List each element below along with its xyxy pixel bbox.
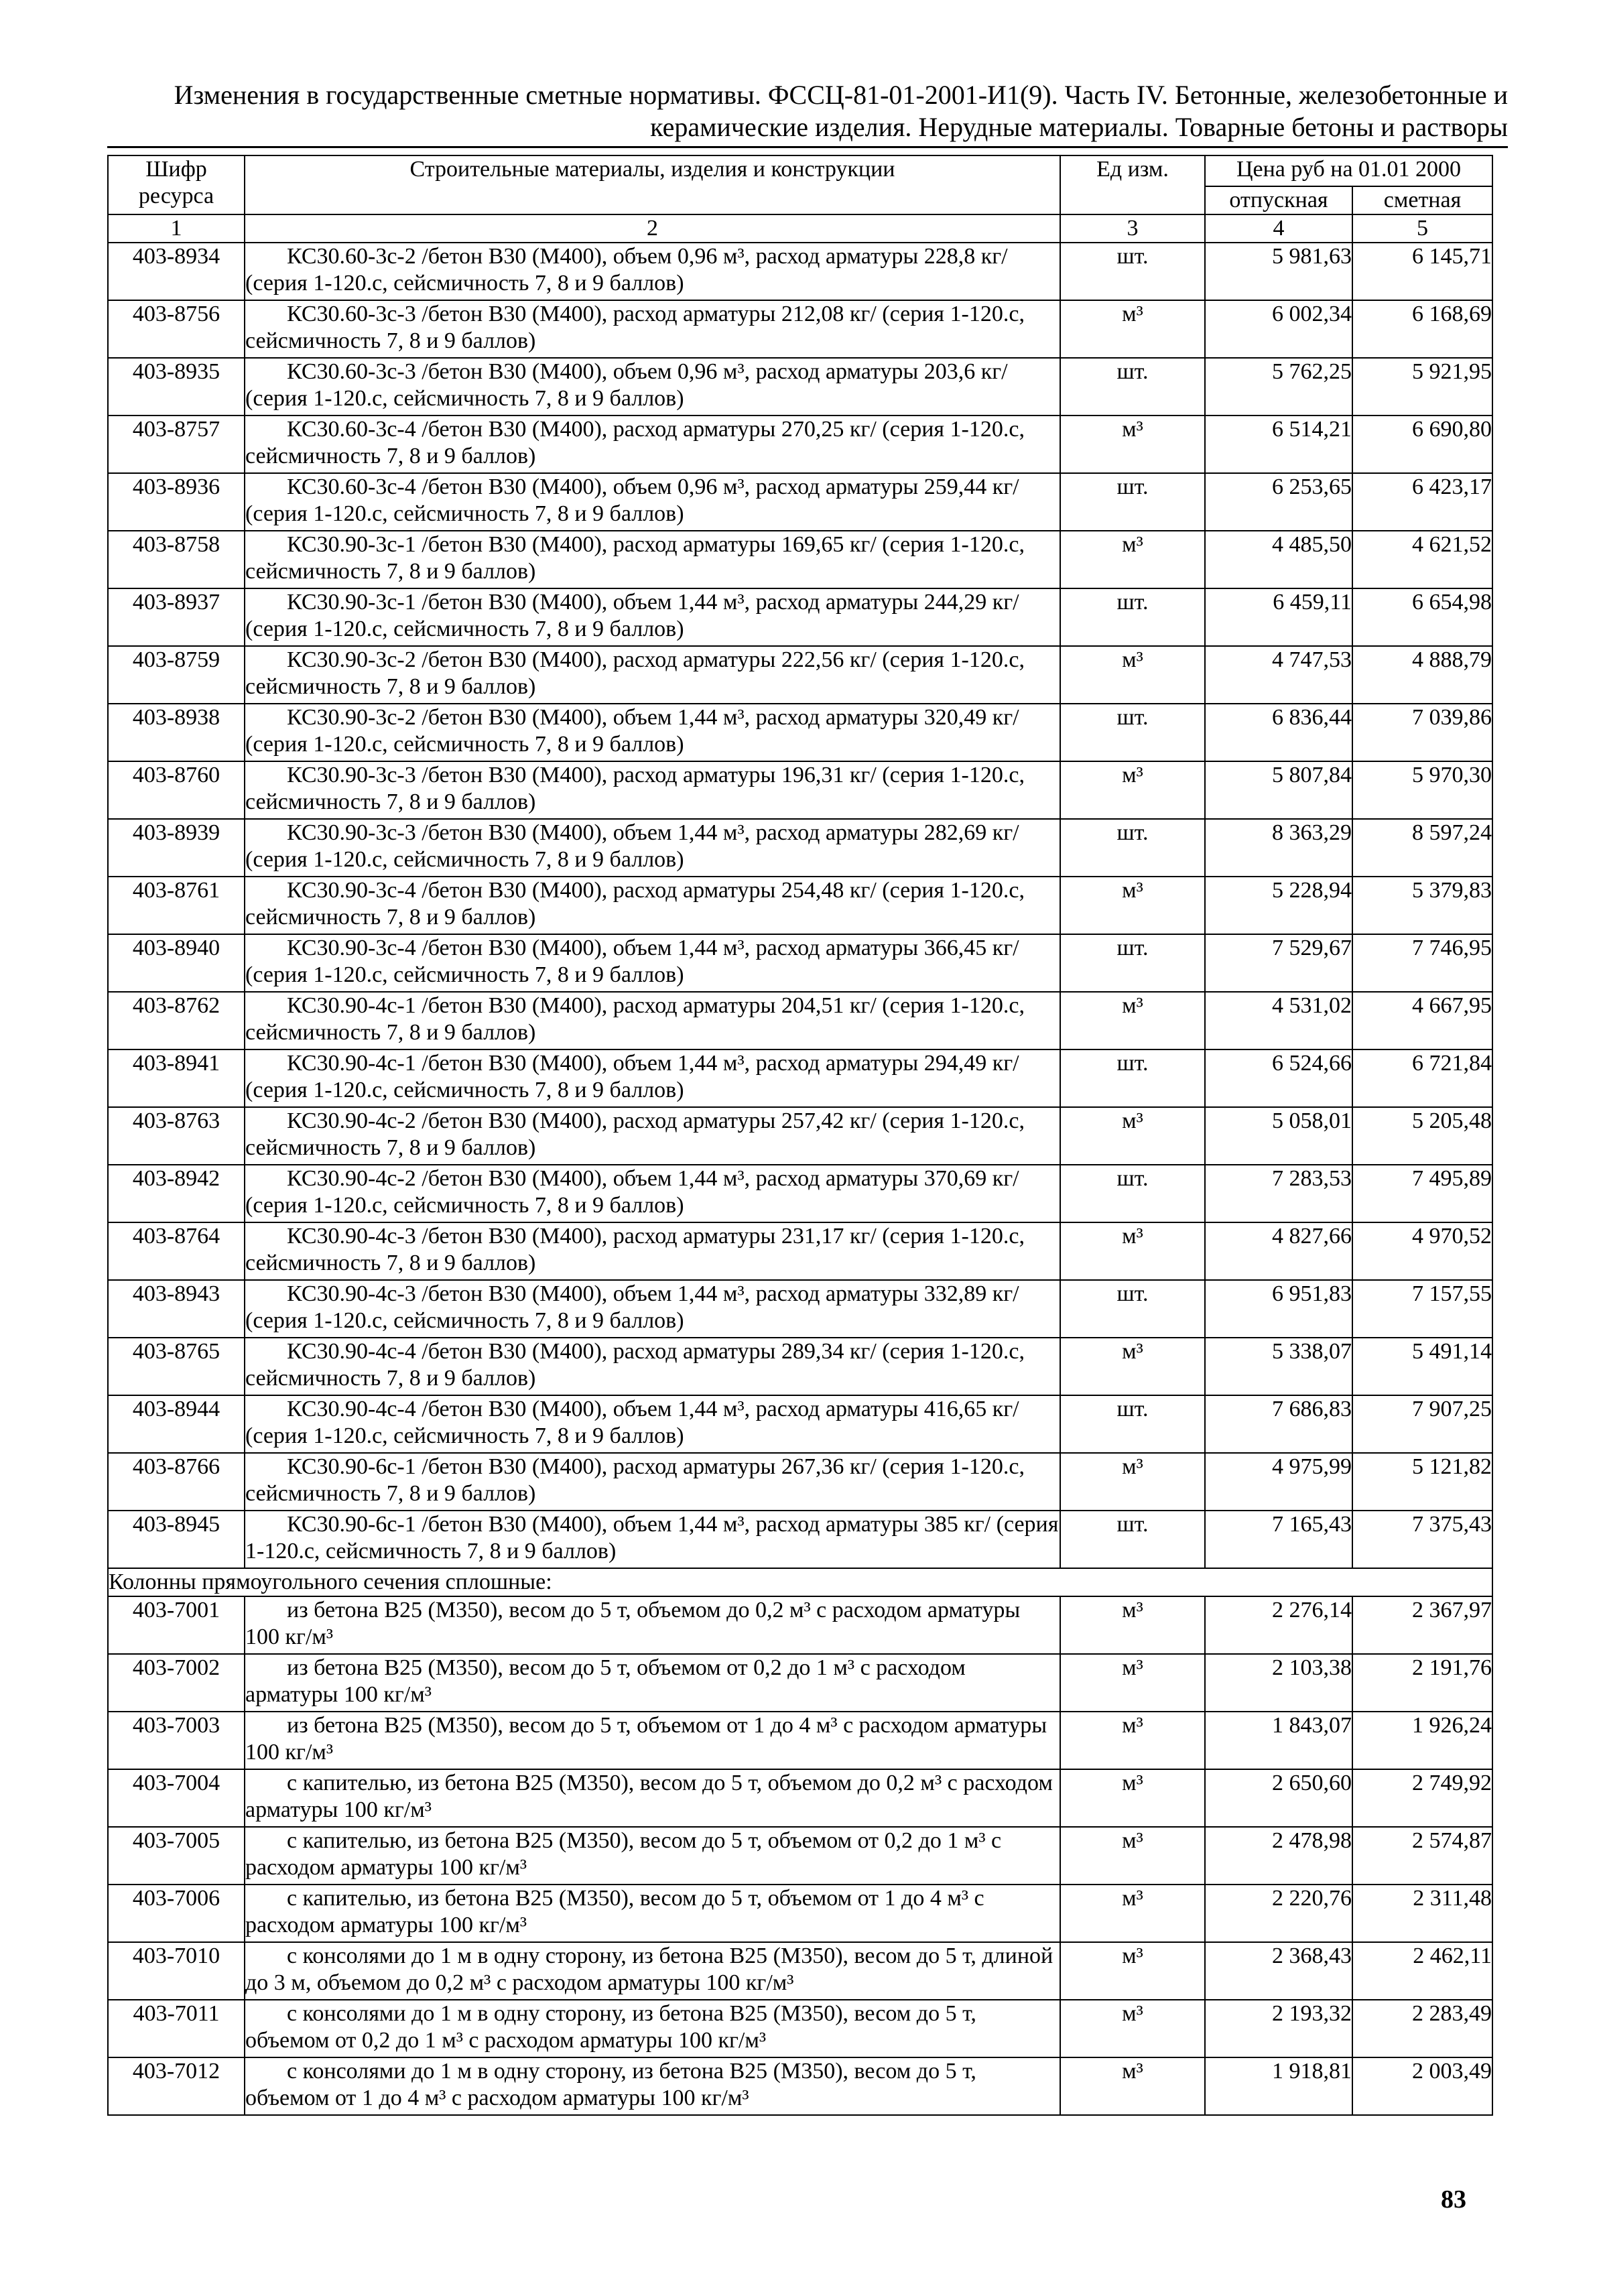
table-row bbox=[108, 1511, 1492, 1568]
resource-code: 403-8940 bbox=[108, 934, 245, 992]
material-description-cell bbox=[245, 646, 1060, 704]
estimate-price: 1 926,24 bbox=[1352, 1712, 1492, 1769]
release-price: 6 459,11 bbox=[1205, 588, 1352, 646]
material-description: КС30.90-3с-2 /бетон В30 (М400), расход арматуры 222,56 кг/ (серия 1-120.с, сейсмичность 7, 8 и 9 баллов) bbox=[245, 647, 1025, 699]
material-description: КС30.90-4с-4 /бетон В30 (М400), расход арматуры 289,34 кг/ (серия 1-120.с, сейсмичность 7, 8 и 9 баллов) bbox=[245, 1339, 1025, 1391]
unit-of-measure: шт. bbox=[1060, 358, 1205, 416]
estimate-price: 6 423,17 bbox=[1352, 473, 1492, 531]
column-number: 1 bbox=[108, 214, 245, 243]
column-number: 3 bbox=[1060, 214, 1205, 243]
table-row bbox=[108, 934, 1492, 992]
release-price: 4 485,50 bbox=[1205, 531, 1352, 588]
table-row bbox=[108, 358, 1492, 416]
table-row bbox=[108, 1395, 1492, 1453]
material-description: КС30.60-3с-2 /бетон В30 (М400), объем 0,96 м³, расход арматуры 228,8 кг/ (серия 1-120.с, сейсмичность 7, 8 и 9 баллов) bbox=[245, 244, 1008, 296]
estimate-price: 7 039,86 bbox=[1352, 704, 1492, 761]
resource-code: 403-8758 bbox=[108, 531, 245, 588]
resource-code: 403-7002 bbox=[108, 1654, 245, 1712]
release-price: 2 368,43 bbox=[1205, 1942, 1352, 2000]
material-description-cell bbox=[245, 1942, 1060, 2000]
estimate-price: 2 367,97 bbox=[1352, 1596, 1492, 1654]
resource-code: 403-8766 bbox=[108, 1453, 245, 1511]
estimate-price: 5 491,14 bbox=[1352, 1338, 1492, 1395]
unit-of-measure: шт. bbox=[1060, 1165, 1205, 1222]
estimate-price: 7 495,89 bbox=[1352, 1165, 1492, 1222]
resource-code: 403-7010 bbox=[108, 1942, 245, 2000]
material-description: КС30.90-3с-1 /бетон В30 (М400), расход арматуры 169,65 кг/ (серия 1-120.с, сейсмичность 7, 8 и 9 баллов) bbox=[245, 532, 1025, 584]
release-price: 6 002,34 bbox=[1205, 300, 1352, 358]
material-description-cell bbox=[245, 2000, 1060, 2057]
material-description: КС30.90-4с-1 /бетон В30 (М400), объем 1,44 м³, расход арматуры 294,49 кг/ (серия 1-120.с, сейсмичность 7, 8 и 9 баллов) bbox=[245, 1051, 1019, 1102]
material-description-cell bbox=[245, 704, 1060, 761]
unit-of-measure: м³ bbox=[1060, 2057, 1205, 2115]
material-description-cell bbox=[245, 992, 1060, 1049]
material-description-cell bbox=[245, 588, 1060, 646]
material-description-cell bbox=[245, 473, 1060, 531]
estimate-price: 6 690,80 bbox=[1352, 416, 1492, 473]
material-description: с капителью, из бетона В25 (М350), весом до 5 т, объемом до 0,2 м³ с расходом арматуры 100 кг/м³ bbox=[245, 1771, 1053, 1822]
table-row bbox=[108, 588, 1492, 646]
release-price: 7 529,67 bbox=[1205, 934, 1352, 992]
material-description: КС30.60-3с-3 /бетон В30 (М400), расход арматуры 212,08 кг/ (серия 1-120.с, сейсмичность 7, 8 и 9 баллов) bbox=[245, 302, 1025, 353]
estimate-price: 6 145,71 bbox=[1352, 243, 1492, 300]
release-price: 6 836,44 bbox=[1205, 704, 1352, 761]
unit-of-measure: шт. bbox=[1060, 819, 1205, 877]
unit-of-measure: м³ bbox=[1060, 2000, 1205, 2057]
material-description-cell bbox=[245, 1165, 1060, 1222]
unit-of-measure: м³ bbox=[1060, 992, 1205, 1049]
unit-of-measure: м³ bbox=[1060, 1827, 1205, 1885]
document-header-line-1: Изменения в государственные сметные нормативы. ФССЦ-81-01-2001-И1(9). Часть IV. Бетонные, железобетонные и bbox=[174, 80, 1508, 110]
unit-of-measure: шт. bbox=[1060, 1511, 1205, 1568]
estimate-price: 5 379,83 bbox=[1352, 877, 1492, 934]
estimate-price: 7 157,55 bbox=[1352, 1280, 1492, 1338]
column-number: 5 bbox=[1352, 214, 1492, 243]
estimate-price: 2 574,87 bbox=[1352, 1827, 1492, 1885]
unit-of-measure: м³ bbox=[1060, 761, 1205, 819]
estimate-price: 6 654,98 bbox=[1352, 588, 1492, 646]
column-header-estimate: сметная bbox=[1352, 186, 1492, 214]
estimate-price: 2 462,11 bbox=[1352, 1942, 1492, 2000]
resource-code: 403-7011 bbox=[108, 2000, 245, 2057]
unit-of-measure: шт. bbox=[1060, 704, 1205, 761]
column-header-release: отпускная bbox=[1205, 186, 1352, 214]
material-description: КС30.90-4с-2 /бетон В30 (М400), расход арматуры 257,42 кг/ (серия 1-120.с, сейсмичность 7, 8 и 9 баллов) bbox=[245, 1108, 1025, 1160]
unit-of-measure: шт. bbox=[1060, 588, 1205, 646]
estimate-price: 2 191,76 bbox=[1352, 1654, 1492, 1712]
material-description: с консолями до 1 м в одну сторону, из бетона В25 (М350), весом до 5 т, длиной до 3 м, объемом до 0,2 м³ с расходом арматуры 100 кг/м³ bbox=[245, 1943, 1053, 1995]
release-price: 8 363,29 bbox=[1205, 819, 1352, 877]
unit-of-measure: шт. bbox=[1060, 1049, 1205, 1107]
material-description-cell bbox=[245, 761, 1060, 819]
estimate-price: 7 907,25 bbox=[1352, 1395, 1492, 1453]
table-row bbox=[108, 819, 1492, 877]
estimate-price: 4 970,52 bbox=[1352, 1222, 1492, 1280]
resource-code: 403-8943 bbox=[108, 1280, 245, 1338]
estimate-price: 4 667,95 bbox=[1352, 992, 1492, 1049]
release-price: 1 918,81 bbox=[1205, 2057, 1352, 2115]
release-price: 7 283,53 bbox=[1205, 1165, 1352, 1222]
resource-code: 403-8934 bbox=[108, 243, 245, 300]
table-row bbox=[108, 2057, 1492, 2115]
resource-code: 403-7005 bbox=[108, 1827, 245, 1885]
unit-of-measure: м³ bbox=[1060, 1107, 1205, 1165]
resource-code: 403-7001 bbox=[108, 1596, 245, 1654]
release-price: 5 228,94 bbox=[1205, 877, 1352, 934]
unit-of-measure: шт. bbox=[1060, 243, 1205, 300]
resource-code: 403-7004 bbox=[108, 1769, 245, 1827]
material-description: КС30.90-3с-3 /бетон В30 (М400), объем 1,44 м³, расход арматуры 282,69 кг/ (серия 1-120.с, сейсмичность 7, 8 и 9 баллов) bbox=[245, 820, 1019, 872]
table-row bbox=[108, 1942, 1492, 2000]
table-row bbox=[108, 877, 1492, 934]
estimate-price: 5 921,95 bbox=[1352, 358, 1492, 416]
resource-code: 403-8764 bbox=[108, 1222, 245, 1280]
unit-of-measure: м³ bbox=[1060, 1654, 1205, 1712]
unit-of-measure: м³ bbox=[1060, 1453, 1205, 1511]
material-description: КС30.90-4с-1 /бетон В30 (М400), расход арматуры 204,51 кг/ (серия 1-120.с, сейсмичность 7, 8 и 9 баллов) bbox=[245, 993, 1025, 1045]
resource-code: 403-8941 bbox=[108, 1049, 245, 1107]
release-price: 1 843,07 bbox=[1205, 1712, 1352, 1769]
material-description-cell bbox=[245, 1395, 1060, 1453]
table-row bbox=[108, 1827, 1492, 1885]
release-price: 4 531,02 bbox=[1205, 992, 1352, 1049]
table-body bbox=[108, 243, 1492, 2115]
unit-of-measure: м³ bbox=[1060, 1596, 1205, 1654]
unit-of-measure: м³ bbox=[1060, 1712, 1205, 1769]
material-description: КС30.90-3с-4 /бетон В30 (М400), объем 1,44 м³, расход арматуры 366,45 кг/ (серия 1-120.с, сейсмичность 7, 8 и 9 баллов) bbox=[245, 936, 1019, 987]
resource-code: 403-7012 bbox=[108, 2057, 245, 2115]
table-row bbox=[108, 1596, 1492, 1654]
release-price: 2 220,76 bbox=[1205, 1885, 1352, 1942]
material-description-cell bbox=[245, 1885, 1060, 1942]
resource-code: 403-8765 bbox=[108, 1338, 245, 1395]
document-header-line-2: керамические изделия. Нерудные материалы. Товарные бетоны и растворы bbox=[650, 112, 1508, 142]
table-row bbox=[108, 1712, 1492, 1769]
estimate-price: 5 121,82 bbox=[1352, 1453, 1492, 1511]
estimate-price: 6 721,84 bbox=[1352, 1049, 1492, 1107]
estimate-price: 7 746,95 bbox=[1352, 934, 1492, 992]
table-row bbox=[108, 1280, 1492, 1338]
table-row bbox=[108, 704, 1492, 761]
resource-code: 403-8756 bbox=[108, 300, 245, 358]
resource-code: 403-8944 bbox=[108, 1395, 245, 1453]
resource-code: 403-8935 bbox=[108, 358, 245, 416]
material-description: с капителью, из бетона В25 (М350), весом до 5 т, объемом от 1 до 4 м³ с расходом арматуры 100 кг/м³ bbox=[245, 1886, 984, 1937]
resource-code: 403-8760 bbox=[108, 761, 245, 819]
unit-of-measure: шт. bbox=[1060, 473, 1205, 531]
resource-code: 403-8939 bbox=[108, 819, 245, 877]
material-description-cell bbox=[245, 1049, 1060, 1107]
material-description-cell bbox=[245, 1654, 1060, 1712]
release-price: 7 165,43 bbox=[1205, 1511, 1352, 1568]
table-row bbox=[108, 531, 1492, 588]
estimate-price: 2 283,49 bbox=[1352, 2000, 1492, 2057]
resource-code: 403-8937 bbox=[108, 588, 245, 646]
material-description-cell bbox=[245, 2057, 1060, 2115]
material-description: КС30.60-3с-4 /бетон В30 (М400), объем 0,96 м³, расход арматуры 259,44 кг/ (серия 1-120.с, сейсмичность 7, 8 и 9 баллов) bbox=[245, 474, 1019, 526]
unit-of-measure: м³ bbox=[1060, 1942, 1205, 2000]
table-row bbox=[108, 1769, 1492, 1827]
table-row bbox=[108, 1049, 1492, 1107]
price-table bbox=[107, 155, 1493, 2116]
release-price: 7 686,83 bbox=[1205, 1395, 1352, 1453]
resource-code: 403-8945 bbox=[108, 1511, 245, 1568]
column-number: 4 bbox=[1205, 214, 1352, 243]
estimate-price: 5 205,48 bbox=[1352, 1107, 1492, 1165]
resource-code: 403-8759 bbox=[108, 646, 245, 704]
material-description: с консолями до 1 м в одну сторону, из бетона В25 (М350), весом до 5 т, объемом от 1 до 4 м³ с расходом арматуры 100 кг/м³ bbox=[245, 2059, 976, 2110]
material-description: КС30.90-3с-3 /бетон В30 (М400), расход арматуры 196,31 кг/ (серия 1-120.с, сейсмичность 7, 8 и 9 баллов) bbox=[245, 763, 1025, 814]
table-row bbox=[108, 473, 1492, 531]
material-description: КС30.60-3с-4 /бетон В30 (М400), расход арматуры 270,25 кг/ (серия 1-120.с, сейсмичность 7, 8 и 9 баллов) bbox=[245, 417, 1025, 468]
unit-of-measure: м³ bbox=[1060, 531, 1205, 588]
release-price: 2 478,98 bbox=[1205, 1827, 1352, 1885]
resource-code: 403-8942 bbox=[108, 1165, 245, 1222]
unit-of-measure: м³ bbox=[1060, 877, 1205, 934]
resource-code: 403-8757 bbox=[108, 416, 245, 473]
unit-of-measure: м³ bbox=[1060, 646, 1205, 704]
material-description: КС30.60-3с-3 /бетон В30 (М400), объем 0,96 м³, расход арматуры 203,6 кг/ (серия 1-120.с, сейсмичность 7, 8 и 9 баллов) bbox=[245, 359, 1008, 411]
resource-code: 403-8763 bbox=[108, 1107, 245, 1165]
material-description-cell bbox=[245, 1280, 1060, 1338]
material-description: из бетона В25 (М350), весом до 5 т, объемом от 1 до 4 м³ с расходом арматуры 100 кг/м³ bbox=[245, 1713, 1047, 1765]
material-description-cell bbox=[245, 1222, 1060, 1280]
column-header-unit: Ед изм. bbox=[1060, 155, 1205, 214]
table-row bbox=[108, 1222, 1492, 1280]
release-price: 4 747,53 bbox=[1205, 646, 1352, 704]
table-row bbox=[108, 300, 1492, 358]
release-price: 5 058,01 bbox=[1205, 1107, 1352, 1165]
estimate-price: 5 970,30 bbox=[1352, 761, 1492, 819]
material-description-cell bbox=[245, 1338, 1060, 1395]
table-row bbox=[108, 1453, 1492, 1511]
unit-of-measure: м³ bbox=[1060, 300, 1205, 358]
table-row bbox=[108, 1165, 1492, 1222]
material-description: из бетона В25 (М350), весом до 5 т, объемом до 0,2 м³ с расходом арматуры 100 кг/м³ bbox=[245, 1598, 1021, 1649]
estimate-price: 7 375,43 bbox=[1352, 1511, 1492, 1568]
table-row bbox=[108, 2000, 1492, 2057]
estimate-price: 4 621,52 bbox=[1352, 531, 1492, 588]
release-price: 4 975,99 bbox=[1205, 1453, 1352, 1511]
table-row bbox=[108, 992, 1492, 1049]
release-price: 5 762,25 bbox=[1205, 358, 1352, 416]
material-description: КС30.90-3с-4 /бетон В30 (М400), расход арматуры 254,48 кг/ (серия 1-120.с, сейсмичность 7, 8 и 9 баллов) bbox=[245, 878, 1025, 930]
release-price: 5 807,84 bbox=[1205, 761, 1352, 819]
material-description-cell bbox=[245, 877, 1060, 934]
unit-of-measure: м³ bbox=[1060, 1222, 1205, 1280]
release-price: 5 981,63 bbox=[1205, 243, 1352, 300]
section-row bbox=[108, 1568, 1492, 1596]
release-price: 6 524,66 bbox=[1205, 1049, 1352, 1107]
unit-of-measure: шт. bbox=[1060, 934, 1205, 992]
material-description-cell bbox=[245, 531, 1060, 588]
resource-code: 403-8761 bbox=[108, 877, 245, 934]
material-description: из бетона В25 (М350), весом до 5 т, объемом от 0,2 до 1 м³ с расходом арматуры 100 кг/м³ bbox=[245, 1655, 966, 1707]
column-header-name: Строительные материалы, изделия и конструкции bbox=[245, 155, 1060, 214]
column-number: 2 bbox=[245, 214, 1060, 243]
header-rule bbox=[107, 146, 1508, 148]
release-price: 5 338,07 bbox=[1205, 1338, 1352, 1395]
material-description: КС30.90-4с-2 /бетон В30 (М400), объем 1,44 м³, расход арматуры 370,69 кг/ (серия 1-120.с, сейсмичность 7, 8 и 9 баллов) bbox=[245, 1166, 1019, 1218]
material-description: КС30.90-4с-3 /бетон В30 (М400), расход арматуры 231,17 кг/ (серия 1-120.с, сейсмичность 7, 8 и 9 баллов) bbox=[245, 1224, 1025, 1275]
estimate-price: 2 003,49 bbox=[1352, 2057, 1492, 2115]
material-description-cell bbox=[245, 1596, 1060, 1654]
material-description: КС30.90-4с-3 /бетон В30 (М400), объем 1,44 м³, расход арматуры 332,89 кг/ (серия 1-120.с, сейсмичность 7, 8 и 9 баллов) bbox=[245, 1281, 1019, 1333]
unit-of-measure: шт. bbox=[1060, 1280, 1205, 1338]
material-description: КС30.90-4с-4 /бетон В30 (М400), объем 1,44 м³, расход арматуры 416,65 кг/ (серия 1-120.с, сейсмичность 7, 8 и 9 баллов) bbox=[245, 1397, 1019, 1448]
material-description-cell bbox=[245, 934, 1060, 992]
resource-code: 403-8936 bbox=[108, 473, 245, 531]
estimate-price: 2 311,48 bbox=[1352, 1885, 1492, 1942]
section-heading: Колонны прямоугольного сечения сплошные: bbox=[108, 1568, 1492, 1596]
material-description-cell bbox=[245, 358, 1060, 416]
release-price: 2 650,60 bbox=[1205, 1769, 1352, 1827]
estimate-price: 2 749,92 bbox=[1352, 1769, 1492, 1827]
material-description: с консолями до 1 м в одну сторону, из бетона В25 (М350), весом до 5 т, объемом от 0,2 до 1 м³ с расходом арматуры 100 кг/м³ bbox=[245, 2001, 976, 2053]
material-description: КС30.90-6с-1 /бетон В30 (М400), расход арматуры 267,36 кг/ (серия 1-120.с, сейсмичность 7, 8 и 9 баллов) bbox=[245, 1454, 1025, 1506]
table-row bbox=[108, 1885, 1492, 1942]
release-price: 4 827,66 bbox=[1205, 1222, 1352, 1280]
material-description-cell bbox=[245, 300, 1060, 358]
resource-code: 403-7003 bbox=[108, 1712, 245, 1769]
table-row bbox=[108, 1654, 1492, 1712]
column-header-price: Цена руб на 01.01 2000 bbox=[1205, 155, 1492, 186]
table-row bbox=[108, 761, 1492, 819]
release-price: 2 103,38 bbox=[1205, 1654, 1352, 1712]
material-description-cell bbox=[245, 1107, 1060, 1165]
release-price: 6 951,83 bbox=[1205, 1280, 1352, 1338]
material-description-cell bbox=[245, 243, 1060, 300]
material-description: КС30.90-6с-1 /бетон В30 (М400), объем 1,44 м³, расход арматуры 385 кг/ (серия 1-120.с, сейсмичность 7, 8 и 9 баллов) bbox=[245, 1512, 1059, 1564]
material-description: КС30.90-3с-2 /бетон В30 (М400), объем 1,44 м³, расход арматуры 320,49 кг/ (серия 1-120.с, сейсмичность 7, 8 и 9 баллов) bbox=[245, 705, 1019, 757]
unit-of-measure: м³ bbox=[1060, 416, 1205, 473]
release-price: 6 514,21 bbox=[1205, 416, 1352, 473]
resource-code: 403-7006 bbox=[108, 1885, 245, 1942]
table-row bbox=[108, 416, 1492, 473]
table-row bbox=[108, 243, 1492, 300]
estimate-price: 6 168,69 bbox=[1352, 300, 1492, 358]
material-description-cell bbox=[245, 416, 1060, 473]
table-row bbox=[108, 1107, 1492, 1165]
unit-of-measure: м³ bbox=[1060, 1338, 1205, 1395]
release-price: 6 253,65 bbox=[1205, 473, 1352, 531]
estimate-price: 8 597,24 bbox=[1352, 819, 1492, 877]
unit-of-measure: м³ bbox=[1060, 1769, 1205, 1827]
estimate-price: 4 888,79 bbox=[1352, 646, 1492, 704]
material-description-cell bbox=[245, 1453, 1060, 1511]
release-price: 2 193,32 bbox=[1205, 2000, 1352, 2057]
material-description-cell bbox=[245, 1827, 1060, 1885]
resource-code: 403-8938 bbox=[108, 704, 245, 761]
material-description: с капителью, из бетона В25 (М350), весом до 5 т, объемом от 0,2 до 1 м³ с расходом арматуры 100 кг/м³ bbox=[245, 1828, 1002, 1880]
material-description-cell bbox=[245, 1712, 1060, 1769]
release-price: 2 276,14 bbox=[1205, 1596, 1352, 1654]
page-number: 83 bbox=[1441, 2185, 1466, 2214]
unit-of-measure: м³ bbox=[1060, 1885, 1205, 1942]
material-description: КС30.90-3с-1 /бетон В30 (М400), объем 1,44 м³, расход арматуры 244,29 кг/ (серия 1-120.с, сейсмичность 7, 8 и 9 баллов) bbox=[245, 590, 1019, 641]
column-header-code: Шифр ресурса bbox=[108, 155, 245, 214]
material-description-cell bbox=[245, 819, 1060, 877]
material-description-cell bbox=[245, 1511, 1060, 1568]
table-row bbox=[108, 646, 1492, 704]
table-row bbox=[108, 1338, 1492, 1395]
material-description-cell bbox=[245, 1769, 1060, 1827]
unit-of-measure: шт. bbox=[1060, 1395, 1205, 1453]
resource-code: 403-8762 bbox=[108, 992, 245, 1049]
